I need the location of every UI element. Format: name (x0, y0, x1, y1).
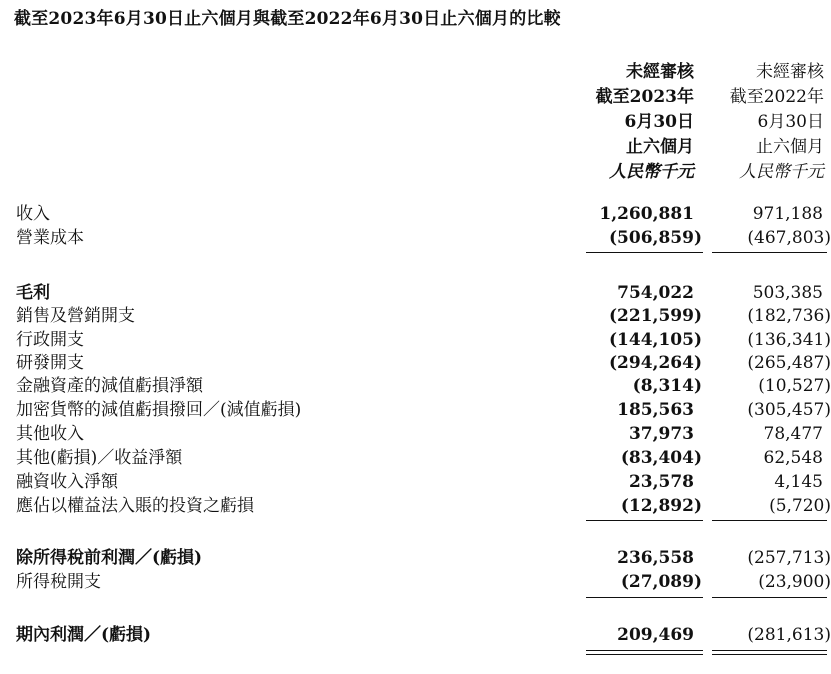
prior-value: (265,487) (747, 353, 831, 373)
prior-value: (10,527) (758, 376, 831, 396)
current-period-column-header (596, 60, 694, 185)
total-double-rule (586, 654, 703, 655)
header-period-length: 止六個月 (756, 137, 824, 157)
row-label: 加密貨幣的減值虧損撥回／(減值虧損) (16, 400, 302, 420)
prior-value: (5,720) (769, 496, 831, 516)
current-value: 37,973 (628, 424, 694, 444)
row-revenue (0, 202, 831, 226)
row-label: 所得稅開支 (16, 572, 101, 592)
header-currency-unit: 人民幣千元 (739, 162, 824, 182)
row-financial-asset-impairment (0, 374, 831, 398)
header-period-length: 止六個月 (626, 137, 694, 157)
prior-value: (182,736) (747, 306, 831, 326)
row-label: 研發開支 (16, 353, 84, 373)
prior-period-column-header (730, 60, 824, 185)
current-value: (506,859) (609, 228, 702, 248)
row-label: 行政開支 (16, 330, 84, 350)
header-period-date: 6月30日 (757, 112, 824, 132)
total-double-rule (712, 654, 827, 655)
current-value: 754,022 (617, 283, 694, 303)
row-label: 營業成本 (16, 228, 84, 248)
subtotal-rule (712, 597, 827, 598)
row-label: 應佔以權益法入賬的投資之虧損 (16, 496, 254, 516)
row-label: 融資收入淨額 (16, 472, 118, 492)
prior-value: 62,548 (763, 448, 823, 468)
row-other-income (0, 422, 831, 446)
row-equity-method-losses (0, 494, 831, 518)
current-value: (12,892) (620, 496, 702, 516)
subtotal-rule (712, 520, 827, 521)
row-cost-of-revenue (0, 226, 831, 250)
current-value: 185,563 (617, 400, 694, 420)
total-double-rule (712, 650, 827, 651)
row-label: 其他收入 (16, 424, 84, 444)
subtotal-rule (586, 252, 703, 253)
total-double-rule (586, 650, 703, 651)
prior-value: (467,803) (747, 228, 831, 248)
current-value: (27,089) (620, 572, 702, 592)
current-value: (83,404) (620, 448, 702, 468)
row-label: 銷售及營銷開支 (16, 306, 135, 326)
header-period-date: 6月30日 (624, 112, 694, 132)
row-research-development (0, 351, 831, 375)
row-profit-before-tax (0, 546, 831, 570)
prior-value: (23,900) (758, 572, 831, 592)
prior-value: (305,457) (747, 400, 831, 420)
row-label: 期內利潤／(虧損) (16, 625, 152, 645)
header-audit-status: 未經審核 (626, 62, 694, 82)
row-label: 毛利 (16, 283, 50, 303)
page-title: 截至2023年6月30日止六個月與截至2022年6月30日止六個月的比較 (14, 9, 561, 29)
row-crypto-impairment (0, 398, 831, 422)
current-value: (294,264) (609, 353, 702, 373)
prior-value: 971,188 (752, 204, 823, 224)
header-currency-unit: 人民幣千元 (609, 162, 694, 182)
row-other-gains-losses (0, 446, 831, 470)
current-value: (8,314) (632, 376, 702, 396)
prior-value: 4,145 (774, 472, 823, 492)
header-period-year: 截至2023年 (595, 87, 694, 107)
row-label: 除所得稅前利潤／(虧損) (16, 548, 203, 568)
subtotal-rule (586, 597, 703, 598)
row-finance-income (0, 470, 831, 494)
row-selling-marketing (0, 304, 831, 328)
current-value: 236,558 (617, 548, 694, 568)
subtotal-rule (712, 252, 827, 253)
row-label: 金融資產的減值虧損淨額 (16, 376, 203, 396)
prior-value: (136,341) (747, 330, 831, 350)
row-label: 收入 (16, 204, 50, 224)
current-value: (144,105) (609, 330, 702, 350)
row-gross-profit (0, 281, 831, 305)
current-value: 1,260,881 (599, 204, 694, 224)
subtotal-rule (586, 520, 703, 521)
current-value: (221,599) (609, 306, 702, 326)
prior-value: (281,613) (747, 625, 831, 645)
row-income-tax (0, 570, 831, 594)
current-value: 209,469 (617, 625, 694, 645)
prior-value: 503,385 (752, 283, 823, 303)
row-profit-for-period (0, 623, 831, 647)
header-period-year: 截至2022年 (729, 87, 824, 107)
row-label: 其他(虧損)／收益淨額 (16, 448, 183, 468)
row-administrative (0, 328, 831, 352)
header-audit-status: 未經審核 (756, 62, 824, 82)
current-value: 23,578 (628, 472, 694, 492)
prior-value: 78,477 (763, 424, 823, 444)
prior-value: (257,713) (747, 548, 831, 568)
